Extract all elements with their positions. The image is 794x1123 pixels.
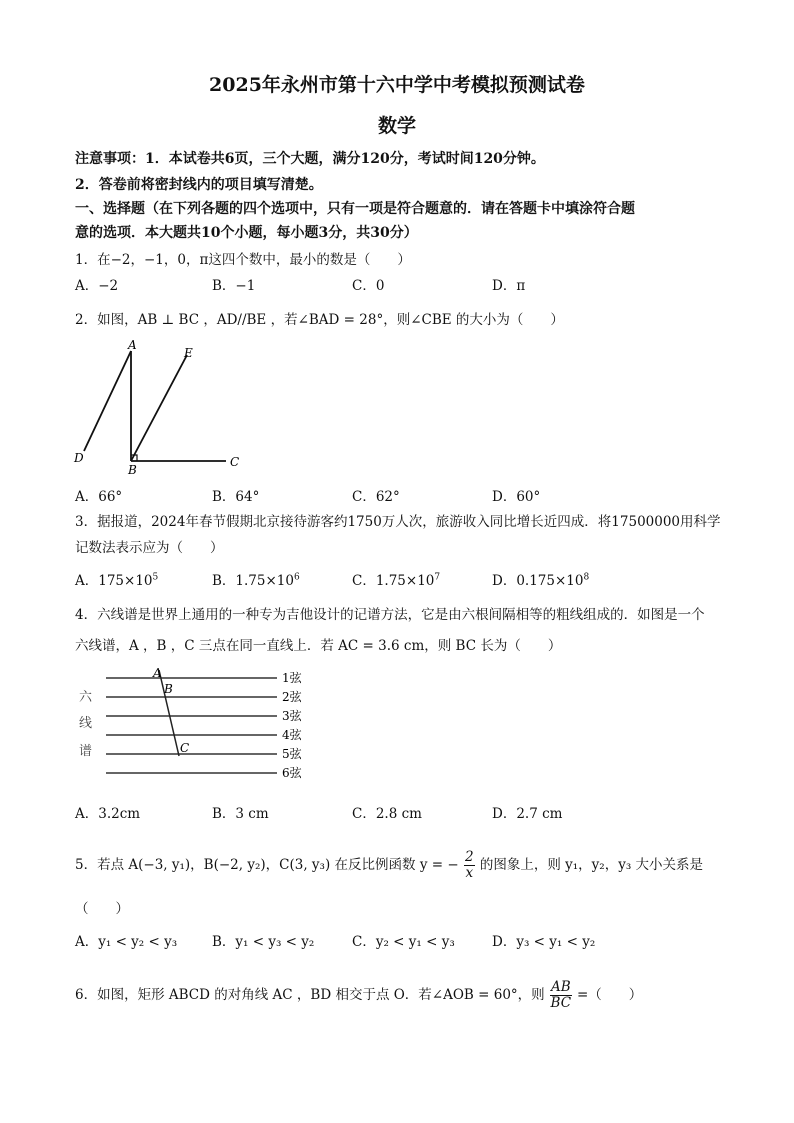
q2-option-b[interactable]: B．64°	[212, 489, 260, 505]
question-4-stem-line-2: 六线谱，A ，B ，C 三点在同一直线上．若 AC = 3.6 cm，则 BC 长为（ ）	[75, 638, 562, 654]
question-3-stem-line-1: 3．据报道，2024年春节假期北京接待游客约1750万人次，旅游收入同比增长近四成．将17500000用科学	[75, 514, 721, 530]
section-heading-line-2: 意的选项．本大题共10个小题，每小题3分，共30分）	[75, 225, 418, 241]
label-c: C	[230, 455, 240, 469]
q4-tab-figure	[70, 665, 320, 790]
question-5-stem-line-1: 5．若点 A(−3, y₁)，B(−2, y₂)，C(3, y₃) 在反比例函数 y = − $\frac{2}{x}$ 的图象上，则 y₁，y₂，y₃ 大小关系是	[75, 849, 704, 881]
label-e: E	[184, 346, 193, 360]
page-title: 2025年永州市第十六中学中考模拟预测试卷	[209, 74, 585, 96]
q4-option-d[interactable]: D．2.7 cm	[492, 806, 563, 822]
label-d: D	[74, 451, 84, 465]
q2-figure	[70, 335, 250, 475]
string-label-5: 5弦	[282, 747, 302, 761]
q5-option-d[interactable]: D．y₃ < y₁ < y₂	[492, 934, 596, 950]
string-label-2: 2弦	[282, 690, 302, 704]
tab-strings	[106, 678, 277, 773]
question-4-stem-line-1: 4．六线谱是世界上通用的一种专为吉他设计的记谱方法，它是由六根间隔相等的粗线组成的．如图是一个	[75, 607, 705, 623]
string-label-1: 1弦	[282, 671, 302, 685]
notes-line-2: 2．答卷前将密封线内的项目填写清楚。	[75, 177, 323, 193]
string-label-3: 3弦	[282, 709, 302, 723]
point-b-label: B	[164, 682, 173, 696]
q3-option-c[interactable]: C．$1.75\times 10^7$	[352, 572, 441, 589]
notes-label: 注意事项：	[75, 151, 145, 167]
question-5-stem-line-2: （ ）	[75, 901, 129, 917]
q2-option-c[interactable]: C．62°	[352, 489, 400, 505]
q3-option-a[interactable]: A．$175\times 10^5$	[75, 572, 159, 589]
notes-line-1	[75, 148, 545, 168]
string-label-4: 4弦	[282, 728, 302, 742]
point-a-label: A	[153, 666, 162, 680]
section-heading-line-1: 一、选择题（在下列各题的四个选项中，只有一项是符合题意的．请在答题卡中填涂符合题	[75, 201, 635, 217]
q2-option-a[interactable]: A．66°	[75, 489, 123, 505]
q5-option-a[interactable]: A．y₁ < y₂ < y₃	[75, 934, 178, 950]
q2-option-d[interactable]: D．60°	[492, 489, 541, 505]
q4-option-c[interactable]: C．2.8 cm	[352, 806, 422, 822]
side-char-2: 线	[79, 716, 93, 731]
question-3-stem-line-2: 记数法表示应为（ ）	[75, 540, 224, 556]
q5-option-b[interactable]: B．y₁ < y₃ < y₂	[212, 934, 315, 950]
subject-title: 数学	[377, 115, 416, 137]
q5-option-c[interactable]: C．y₂ < y₁ < y₃	[352, 934, 455, 950]
q4-option-a[interactable]: A．3.2cm	[75, 806, 141, 822]
q1-option-d[interactable]: D．π	[492, 278, 526, 294]
question-6-stem: 6．如图，矩形 ABCD 的对角线 AC ，BD 相交于点 O．若∠AOB = 60°，则 $\frac{AB}{BC}$ =（ ）	[75, 979, 643, 1011]
side-char-3: 谱	[79, 744, 93, 759]
q4-option-b[interactable]: B．3 cm	[212, 806, 269, 822]
q1-option-c[interactable]: C．0	[352, 278, 385, 294]
question-1-stem: 1．在−2，−1，0，π这四个数中，最小的数是（ ）	[75, 252, 411, 268]
segment-be	[131, 355, 187, 461]
q1-option-b[interactable]: B．−1	[212, 278, 256, 294]
q3-option-b[interactable]: B．$1.75\times 10^6$	[212, 572, 300, 589]
side-char-1: 六	[79, 690, 93, 705]
point-c-label: C	[180, 741, 190, 755]
question-2-stem: 2．如图，AB ⊥ BC ，AD//BE ，若∠BAD = 28°，则∠CBE 的大小为（ ）	[75, 312, 564, 328]
string-label-6: 6弦	[282, 766, 302, 780]
q5-fraction: $\frac{2}{x}$	[464, 849, 474, 881]
label-b: B	[128, 463, 137, 475]
notes-text-1: 1．本试卷共6页，三个大题，满分120分，考试时间120分钟。	[145, 151, 545, 167]
q3-option-d[interactable]: D．$0.175\times 10^8$	[492, 572, 590, 589]
q6-fraction: $\frac{AB}{BC}$	[550, 979, 572, 1011]
q1-option-a[interactable]: A．−2	[75, 278, 119, 294]
label-a: A	[128, 338, 137, 352]
segment-ad	[84, 351, 131, 451]
